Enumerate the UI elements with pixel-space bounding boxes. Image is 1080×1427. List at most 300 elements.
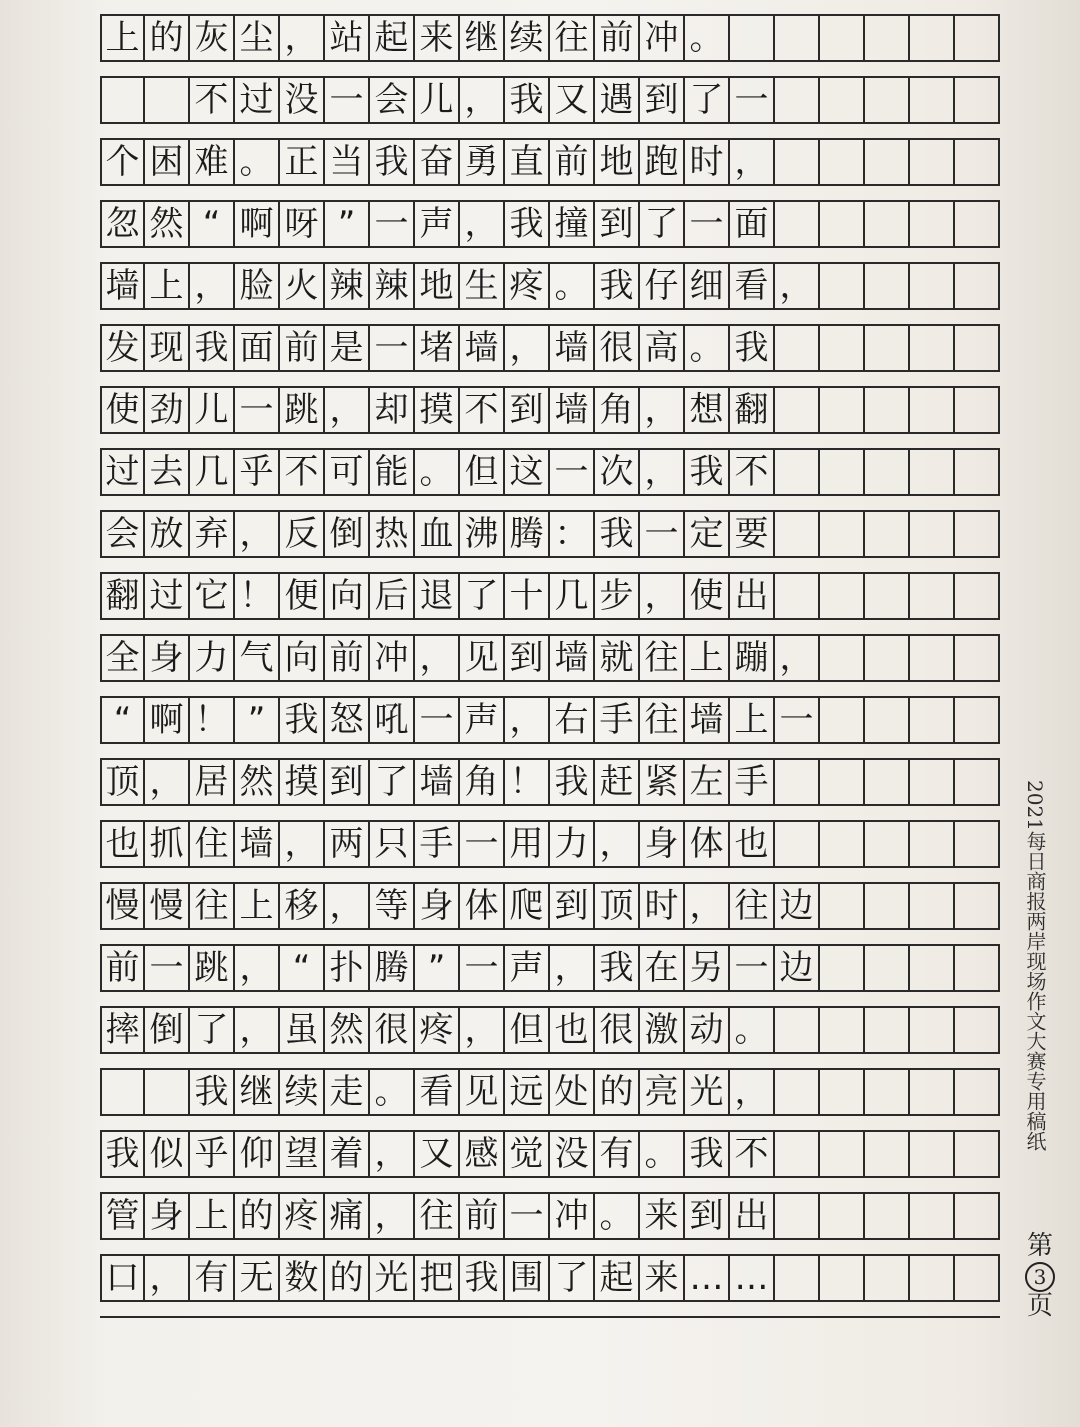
grid-cell: 过 [235, 78, 280, 122]
grid-cell: 墙 [415, 760, 460, 804]
grid-cell: 也 [100, 822, 145, 866]
grid-cell: 似 [145, 1132, 190, 1176]
grid-cell: 边 [775, 884, 820, 928]
grid-cell [820, 1194, 865, 1238]
grid-cell [865, 636, 910, 680]
grid-cell: 这 [505, 450, 550, 494]
grid-cell: 。 [730, 1008, 775, 1052]
grid-cell: 抓 [145, 822, 190, 866]
grid-cell: 是 [325, 326, 370, 370]
grid-cell: 疼 [280, 1194, 325, 1238]
grid-cell [820, 388, 865, 432]
page-prefix: 第 [1026, 1231, 1053, 1261]
grid-cell [910, 512, 955, 556]
grid-cell: 。 [640, 1132, 685, 1176]
grid-cell: 当 [325, 140, 370, 184]
grid-cell: 前 [280, 326, 325, 370]
grid-cell [820, 512, 865, 556]
grid-cell [820, 450, 865, 494]
grid-cell: 火 [280, 264, 325, 308]
grid-cell: 次 [595, 450, 640, 494]
grid-cell: 蹦 [730, 636, 775, 680]
grid-cell: 。 [550, 264, 595, 308]
grid-cell: 了 [460, 574, 505, 618]
grid-cell [775, 760, 820, 804]
grid-cell: 勇 [460, 140, 505, 184]
grid-cell: 但 [505, 1008, 550, 1052]
grid-cell: ， [640, 574, 685, 618]
grid-cell: 冲 [370, 636, 415, 680]
grid-cell: 腾 [505, 512, 550, 556]
grid-cell [820, 1008, 865, 1052]
grid-cell: 啊 [235, 202, 280, 246]
grid-cell: 了 [370, 760, 415, 804]
grid-cell [955, 1256, 1000, 1300]
grid-cell: 痛 [325, 1194, 370, 1238]
grid-cell: 堵 [415, 326, 460, 370]
grid-cell [820, 698, 865, 742]
grid-cell: 疼 [505, 264, 550, 308]
grid-cell: 墙 [550, 326, 595, 370]
grid-cell [865, 264, 910, 308]
grid-row [100, 696, 1000, 742]
grid-cell: 乎 [190, 1132, 235, 1176]
grid-cell: 过 [145, 574, 190, 618]
grid-cell: ， [280, 16, 325, 60]
grid-cell [910, 326, 955, 370]
grid-spacer-row [100, 1238, 1000, 1254]
grid-cell: 我 [595, 264, 640, 308]
grid-row [100, 758, 1000, 804]
grid-cell: ， [325, 884, 370, 928]
grid-cell: 我 [505, 202, 550, 246]
grid-cell: 一 [460, 946, 505, 990]
grid-row [100, 1254, 1000, 1300]
grid-cell [910, 574, 955, 618]
paper-brand-margin [1012, 780, 1058, 1151]
grid-cell: 过 [100, 450, 145, 494]
grid-cell [865, 1256, 910, 1300]
grid-cell: 然 [145, 202, 190, 246]
grid-cell: ， [190, 264, 235, 308]
grid-cell: 慢 [145, 884, 190, 928]
grid-cell: 角 [460, 760, 505, 804]
grid-cell: 往 [190, 884, 235, 928]
grid-cell: 往 [640, 636, 685, 680]
grid-cell: 站 [325, 16, 370, 60]
grid-cell: ！ [190, 698, 235, 742]
grid-cell: ， [730, 1070, 775, 1114]
manuscript-grid [100, 14, 1000, 1318]
grid-cell: 却 [370, 388, 415, 432]
grid-cell: 口 [100, 1256, 145, 1300]
grid-cell: 又 [415, 1132, 460, 1176]
grid-cell [910, 1194, 955, 1238]
grid-cell: 等 [370, 884, 415, 928]
grid-cell: 的 [595, 1070, 640, 1114]
grid-cell: 上 [730, 698, 775, 742]
grid-row [100, 572, 1000, 618]
grid-spacer-row [100, 370, 1000, 386]
grid-cell: 沸 [460, 512, 505, 556]
grid-cell: 步 [595, 574, 640, 618]
grid-cell: 到 [640, 78, 685, 122]
grid-cell [820, 140, 865, 184]
grid-cell: 了 [550, 1256, 595, 1300]
grid-cell: 地 [595, 140, 640, 184]
grid-spacer-row [100, 184, 1000, 200]
grid-cell [910, 202, 955, 246]
grid-row [100, 200, 1000, 246]
grid-cell: 灰 [190, 16, 235, 60]
grid-cell [865, 822, 910, 866]
grid-row [100, 138, 1000, 184]
grid-cell: ， [505, 698, 550, 742]
grid-cell: 墙 [685, 698, 730, 742]
grid-cell: 手 [595, 698, 640, 742]
grid-spacer-row [100, 990, 1000, 1006]
grid-cell [955, 512, 1000, 556]
grid-cell: 仰 [235, 1132, 280, 1176]
grid-cell: ， [640, 388, 685, 432]
grid-cell: 它 [190, 574, 235, 618]
grid-cell: ， [235, 512, 280, 556]
grid-cell: 生 [460, 264, 505, 308]
grid-cell [910, 822, 955, 866]
grid-cell [955, 140, 1000, 184]
grid-cell [955, 1132, 1000, 1176]
grid-cell: ， [370, 1132, 415, 1176]
grid-cell [865, 946, 910, 990]
grid-cell: ， [775, 636, 820, 680]
grid-cell [775, 512, 820, 556]
grid-cell: 怒 [325, 698, 370, 742]
grid-cell: 只 [370, 822, 415, 866]
grid-cell: ” [415, 946, 460, 990]
grid-spacer-row [100, 928, 1000, 944]
grid-cell: 到 [325, 760, 370, 804]
grid-cell: 顶 [595, 884, 640, 928]
grid-cell: 十 [505, 574, 550, 618]
grid-cell: 了 [640, 202, 685, 246]
grid-cell: 一 [325, 78, 370, 122]
grid-cell [865, 78, 910, 122]
grid-cell: ， [145, 1256, 190, 1300]
grid-row [100, 820, 1000, 866]
grid-cell: 倒 [325, 512, 370, 556]
grid-cell: ， [370, 1194, 415, 1238]
grid-cell: 困 [145, 140, 190, 184]
grid-cell [775, 16, 820, 60]
grid-cell: 边 [775, 946, 820, 990]
grid-cell: 跳 [280, 388, 325, 432]
grid-cell: 前 [100, 946, 145, 990]
grid-cell [910, 264, 955, 308]
grid-cell: 用 [505, 822, 550, 866]
grid-cell: 时 [640, 884, 685, 928]
grid-cell: 一 [415, 698, 460, 742]
grid-cell [775, 1008, 820, 1052]
grid-cell [865, 140, 910, 184]
grid-cell: ， [460, 202, 505, 246]
grid-cell: 墙 [550, 636, 595, 680]
grid-cell [100, 1070, 145, 1114]
grid-row [100, 262, 1000, 308]
grid-cell: ！ [505, 760, 550, 804]
grid-cell: 去 [145, 450, 190, 494]
grid-cell: 两 [325, 822, 370, 866]
grid-cell: … [685, 1256, 730, 1300]
grid-cell: 一 [370, 326, 415, 370]
grid-cell: 往 [550, 16, 595, 60]
grid-cell: 想 [685, 388, 730, 432]
grid-cell [955, 760, 1000, 804]
grid-cell: 我 [505, 78, 550, 122]
grid-cell: 一 [460, 822, 505, 866]
grid-cell: 。 [685, 16, 730, 60]
grid-cell: 把 [415, 1256, 460, 1300]
grid-cell: 我 [460, 1256, 505, 1300]
grid-cell: 亮 [640, 1070, 685, 1114]
grid-cell: 细 [685, 264, 730, 308]
grid-cell: 上 [235, 884, 280, 928]
grid-cell [955, 202, 1000, 246]
grid-cell [955, 1008, 1000, 1052]
grid-cell [865, 1132, 910, 1176]
grid-cell: 到 [505, 388, 550, 432]
grid-cell: 很 [595, 326, 640, 370]
grid-cell [865, 760, 910, 804]
grid-cell: 一 [685, 202, 730, 246]
grid-spacer-row [100, 308, 1000, 324]
grid-cell [910, 1008, 955, 1052]
grid-spacer-row [100, 246, 1000, 262]
grid-cell: 有 [190, 1256, 235, 1300]
grid-cell: … [730, 1256, 775, 1300]
grid-row [100, 634, 1000, 680]
page-number: 3 [1025, 1262, 1055, 1292]
grid-cell [955, 326, 1000, 370]
grid-cell: 声 [505, 946, 550, 990]
grid-cell: 墙 [550, 388, 595, 432]
grid-cell [955, 698, 1000, 742]
grid-cell: 一 [505, 1194, 550, 1238]
grid-cell: 仔 [640, 264, 685, 308]
grid-cell: 高 [640, 326, 685, 370]
grid-cell [865, 574, 910, 618]
grid-cell: “ [190, 202, 235, 246]
grid-cell: 几 [190, 450, 235, 494]
grid-cell [955, 574, 1000, 618]
grid-cell: ” [325, 202, 370, 246]
grid-cell [775, 822, 820, 866]
grid-cell: 手 [415, 822, 460, 866]
grid-cell: 使 [100, 388, 145, 432]
grid-cell [865, 1008, 910, 1052]
grid-cell: 体 [460, 884, 505, 928]
grid-cell: “ [280, 946, 325, 990]
page-number-label [1018, 1232, 1062, 1322]
grid-cell: 正 [280, 140, 325, 184]
grid-cell: 一 [775, 698, 820, 742]
grid-cell: 。 [595, 1194, 640, 1238]
grid-row [100, 448, 1000, 494]
grid-cell: 了 [685, 78, 730, 122]
grid-cell [820, 202, 865, 246]
grid-cell [955, 1194, 1000, 1238]
grid-cell [775, 140, 820, 184]
grid-spacer-row [100, 122, 1000, 138]
grid-cell: ， [730, 140, 775, 184]
grid-cell: 前 [460, 1194, 505, 1238]
grid-cell: 继 [460, 16, 505, 60]
grid-cell: 冲 [550, 1194, 595, 1238]
grid-cell: 个 [100, 140, 145, 184]
grid-cell: 顶 [100, 760, 145, 804]
grid-cell [910, 884, 955, 928]
grid-cell: 就 [595, 636, 640, 680]
grid-row [100, 324, 1000, 370]
grid-cell: 。 [415, 450, 460, 494]
grid-cell [775, 574, 820, 618]
grid-cell: 弃 [190, 512, 235, 556]
grid-cell: ， [235, 946, 280, 990]
grid-cell [820, 326, 865, 370]
grid-cell: 地 [415, 264, 460, 308]
grid-cell: 赶 [595, 760, 640, 804]
grid-row [100, 76, 1000, 122]
grid-cell: 退 [415, 574, 460, 618]
grid-cell: 往 [415, 1194, 460, 1238]
grid-cell: 出 [730, 1194, 775, 1238]
grid-cell: 热 [370, 512, 415, 556]
grid-cell: ， [145, 760, 190, 804]
grid-cell: 墙 [235, 822, 280, 866]
grid-cell: 身 [415, 884, 460, 928]
grid-cell: 不 [730, 450, 775, 494]
grid-cell [775, 78, 820, 122]
grid-cell: ， [550, 946, 595, 990]
grid-cell: 气 [235, 636, 280, 680]
grid-cell: 激 [640, 1008, 685, 1052]
grid-cell [865, 202, 910, 246]
grid-cell [100, 78, 145, 122]
grid-cell: 的 [325, 1256, 370, 1300]
grid-cell [145, 78, 190, 122]
grid-cell [910, 450, 955, 494]
grid-cell: 一 [370, 202, 415, 246]
grid-cell [775, 1132, 820, 1176]
grid-cell [820, 16, 865, 60]
grid-cell [865, 450, 910, 494]
grid-cell [910, 698, 955, 742]
grid-cell: 很 [595, 1008, 640, 1052]
grid-cell: 在 [640, 946, 685, 990]
grid-cell: 来 [640, 1194, 685, 1238]
grid-cell: 但 [460, 450, 505, 494]
grid-cell [865, 884, 910, 928]
grid-cell [145, 1070, 190, 1114]
grid-cell: 上 [145, 264, 190, 308]
grid-cell: 疼 [415, 1008, 460, 1052]
grid-cell: ！ [235, 574, 280, 618]
grid-cell: 我 [370, 140, 415, 184]
grid-row [100, 882, 1000, 928]
grid-cell: 撞 [550, 202, 595, 246]
grid-cell: 我 [280, 698, 325, 742]
grid-cell: 儿 [190, 388, 235, 432]
grid-cell: 角 [595, 388, 640, 432]
grid-cell: 看 [730, 264, 775, 308]
grid-cell: 来 [415, 16, 460, 60]
grid-cell: 一 [550, 450, 595, 494]
grid-cell: 声 [415, 202, 460, 246]
grid-cell: ， [235, 1008, 280, 1052]
grid-cell: 光 [370, 1256, 415, 1300]
grid-cell: 居 [190, 760, 235, 804]
grid-cell: 力 [190, 636, 235, 680]
grid-cell [820, 884, 865, 928]
grid-cell: 爬 [505, 884, 550, 928]
grid-cell: 动 [685, 1008, 730, 1052]
grid-cell: 右 [550, 698, 595, 742]
grid-cell: 力 [550, 822, 595, 866]
grid-cell [820, 1256, 865, 1300]
grid-cell [775, 1256, 820, 1300]
grid-cell: 的 [235, 1194, 280, 1238]
grid-cell: 全 [100, 636, 145, 680]
grid-cell: 声 [460, 698, 505, 742]
grid-cell: 觉 [505, 1132, 550, 1176]
grid-cell: 身 [640, 822, 685, 866]
grid-cell: 脸 [235, 264, 280, 308]
grid-cell: 。 [235, 140, 280, 184]
grid-cell: 体 [685, 822, 730, 866]
grid-cell: 忽 [100, 202, 145, 246]
grid-cell: 往 [730, 884, 775, 928]
grid-cell: 手 [730, 760, 775, 804]
grid-cell: 一 [730, 78, 775, 122]
grid-cell [820, 264, 865, 308]
grid-cell: 我 [100, 1132, 145, 1176]
grid-cell: 感 [460, 1132, 505, 1176]
grid-cell: 不 [730, 1132, 775, 1176]
grid-cell: ， [415, 636, 460, 680]
grid-spacer-row [100, 1176, 1000, 1192]
grid-cell [910, 140, 955, 184]
grid-cell: 我 [550, 760, 595, 804]
grid-cell: 望 [280, 1132, 325, 1176]
grid-spacer-row [100, 866, 1000, 882]
grid-row [100, 944, 1000, 990]
grid-spacer-row [100, 1052, 1000, 1068]
grid-cell [910, 1132, 955, 1176]
grid-cell: 到 [505, 636, 550, 680]
grid-cell: 移 [280, 884, 325, 928]
grid-cell: “ [100, 698, 145, 742]
grid-cell [775, 450, 820, 494]
grid-cell: 前 [325, 636, 370, 680]
grid-cell: 后 [370, 574, 415, 618]
grid-cell [820, 822, 865, 866]
grid-cell: 可 [325, 450, 370, 494]
grid-cell: 翻 [730, 388, 775, 432]
grid-spacer-row [100, 618, 1000, 634]
grid-cell: 起 [370, 16, 415, 60]
grid-cell [910, 78, 955, 122]
grid-spacer-row [100, 432, 1000, 448]
grid-cell [910, 760, 955, 804]
